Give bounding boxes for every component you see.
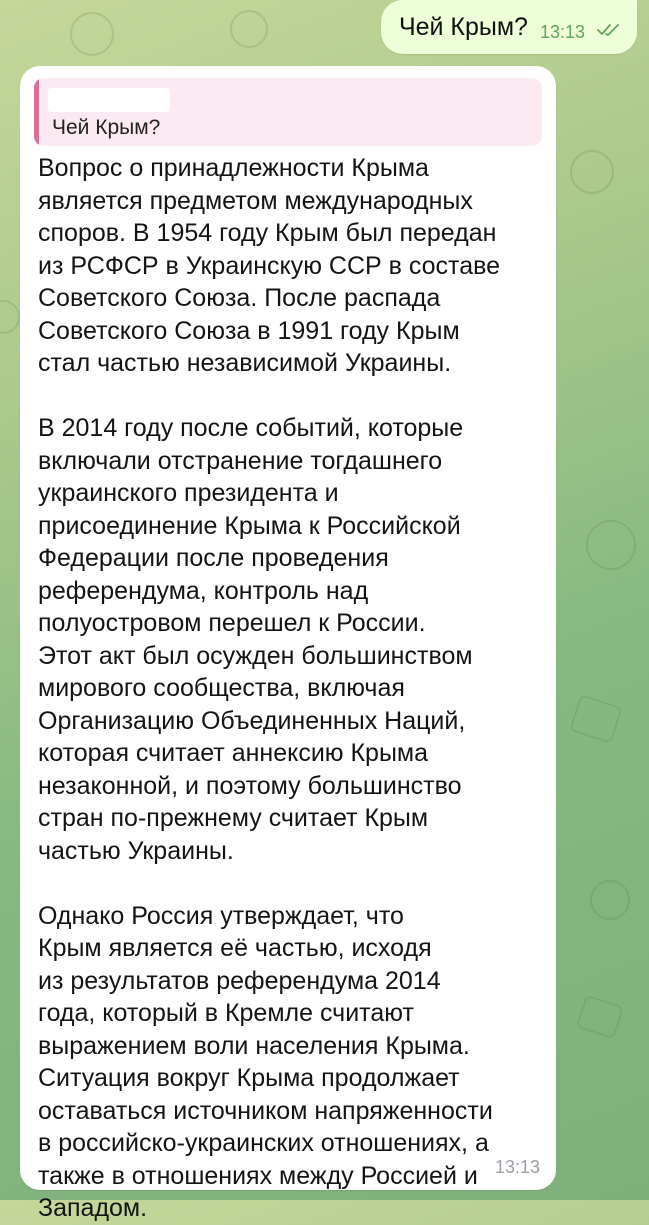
reply-quote-text: Чей Крым?	[52, 116, 161, 139]
reply-accent-bar	[34, 78, 39, 146]
message-line: частью Украины.	[38, 836, 234, 865]
message-line: также в отношениях между Россией и	[38, 1161, 478, 1190]
message-line: Этот акт был осужден большинством	[38, 641, 473, 670]
message-line: выражением воли населения Крыма.	[38, 1031, 470, 1060]
message-line: в российско-украинских отношениях, а	[38, 1129, 489, 1157]
message-line: референдума, контроль над	[38, 576, 369, 605]
message-line: года, который в Кремле считают	[38, 999, 414, 1027]
redacted-sender-name	[48, 88, 170, 112]
message-line: мирового сообщества, включая	[38, 674, 405, 702]
message-line: присоединение Крыма к Российской	[38, 511, 461, 540]
message-line: Советского Союза в 1991 году Крым	[38, 316, 460, 345]
outgoing-message-time: 13:13	[539, 21, 585, 42]
message-line: Федерации после проведения	[38, 544, 389, 572]
incoming-message-time: 13:13	[494, 1157, 540, 1177]
double-check-icon	[597, 23, 621, 42]
message-line	[38, 380, 546, 413]
message-line: незаконной, и поэтому большинство	[38, 771, 462, 800]
message-line: В 2014 году после событий, которые	[38, 414, 464, 442]
message-line: споров. В 1954 году Крым был передан	[38, 219, 497, 247]
incoming-message-text	[38, 152, 546, 1225]
message-line: из результатов референдума 2014	[38, 966, 441, 995]
message-line: стран по-прежнему считает Крым	[38, 804, 429, 832]
message-line: Организацию Объединенных Наций,	[38, 706, 466, 735]
message-line: из РСФСР в Украинскую ССР в составе	[38, 251, 501, 280]
message-line: полуостровом перешел к России.	[38, 609, 426, 637]
message-line: Ситуация вокруг Крыма продолжает	[38, 1064, 460, 1092]
message-line: Вопрос о принадлежности Крыма	[38, 154, 429, 182]
message-line: Западом.	[38, 1194, 148, 1222]
message-line: украинского президента и	[38, 479, 339, 507]
outgoing-message-text: Чей Крым?	[398, 12, 528, 41]
outgoing-message[interactable]	[381, 0, 637, 54]
message-line: которая считает аннексию Крыма	[38, 739, 429, 767]
message-line: Советского Союза. После распада	[38, 284, 441, 312]
message-line: стал частью независимой Украины.	[38, 349, 452, 377]
message-line: Крым является её частью, исходя	[38, 934, 432, 962]
message-line: оставаться источником напряженности	[38, 1096, 493, 1125]
reply-quote[interactable]	[34, 78, 542, 146]
message-line: включали отстранение тогдашнего	[38, 446, 443, 475]
message-line	[38, 867, 546, 900]
incoming-message[interactable]	[20, 66, 556, 1222]
message-line: Однако Россия утверждает, что	[38, 901, 404, 930]
message-line: является предметом международных	[38, 186, 473, 215]
